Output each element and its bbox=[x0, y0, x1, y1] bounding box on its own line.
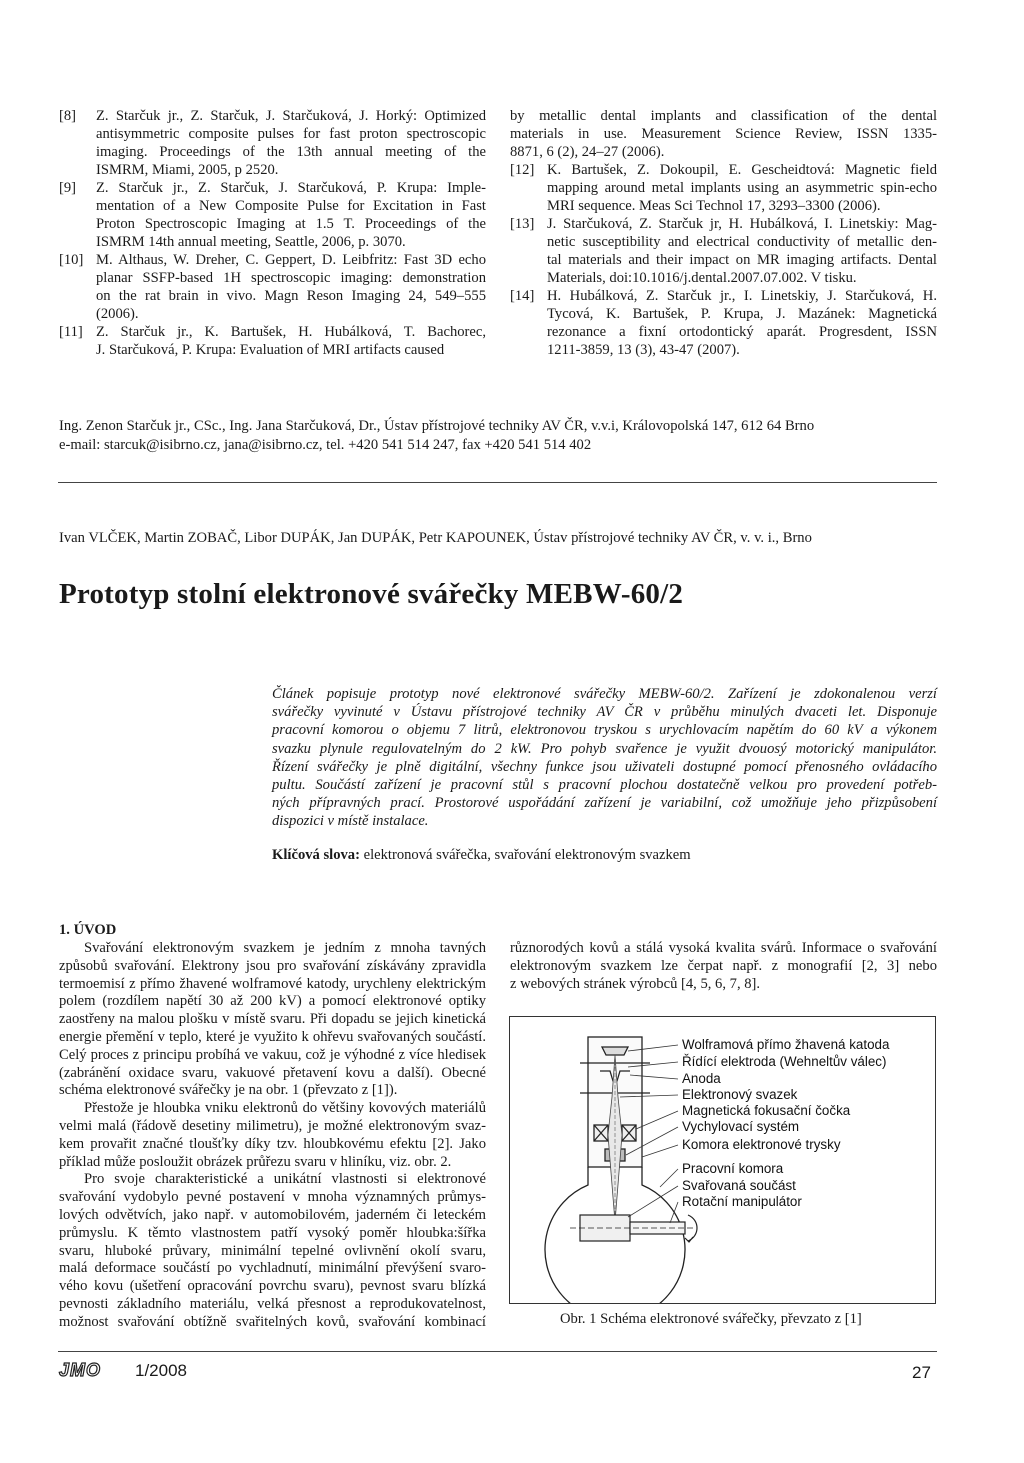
body-line: Pro svoje charakteristické a unikátní vlastnosti si elektronové bbox=[84, 1171, 486, 1188]
reference-line: tal materials and their impact on MR imaging artifacts. Dental bbox=[547, 252, 937, 268]
article-title: Prototyp stolní elektronové svářečky MEBW-60/2 bbox=[59, 578, 684, 610]
reference-number: [14] bbox=[510, 288, 535, 304]
figure-1 bbox=[509, 1016, 936, 1304]
reference-continuation-line: materials in use. Measurement Science Review, ISSN 1335- bbox=[510, 126, 937, 142]
reference-number: [12] bbox=[510, 162, 535, 178]
body-line: různorodých kovů a stálá vysoká kvalita svárů. Informace o svařování bbox=[510, 940, 937, 956]
reference-entry bbox=[59, 323, 486, 359]
reference-line: 1211-3859, 13 (3), 43-47 (2007). bbox=[547, 342, 740, 358]
body-line: termoemisí z přímo žhavené wolframové katody, urychleny elektrickým bbox=[59, 975, 486, 992]
reference-line: J. Starčuková, Z. Starčuk jr, H. Hubálková, I. Linetskiy: Mag- bbox=[547, 216, 937, 232]
reference-line: Proton Spectroscopic Imaging at 1.5 T. Proceedings of the bbox=[96, 216, 486, 232]
body-line: schéma elektronové svářečky je na obr. 1 (převzato z [1]). bbox=[59, 1082, 398, 1099]
figure-label: Wolframová přímo žhavená katoda bbox=[682, 1037, 890, 1052]
body-line: průmyslu. K těmto vlastnostem patří vysoký poměr hloubka:šířka bbox=[59, 1224, 486, 1241]
reference-line: rezonance a fixní ortodontický aparát. Progresdent, ISSN bbox=[547, 324, 937, 340]
reference-entry bbox=[510, 287, 937, 359]
figure-label: Svařovaná součást bbox=[682, 1178, 796, 1193]
affiliation-contact: e-mail: starcuk@isibrno.cz, jana@isibrno.cz, tel. +420 541 514 247, fax +420 541 514 402 bbox=[59, 437, 592, 453]
reference-text bbox=[96, 251, 486, 323]
reference-line: M. Althaus, W. Dreher, C. Geppert, D. Leibfritz: Fast 3D echo bbox=[96, 252, 486, 268]
reference-entry bbox=[59, 179, 486, 251]
body-line: Svařování elektronovým svazkem je jedním z mnoha tavných bbox=[84, 940, 486, 956]
body-line: lových odvětvích, jako např. v automobilovém, jaderném či leteckém bbox=[59, 1206, 486, 1223]
abstract-line: dispozici v místě instalace. bbox=[272, 813, 429, 830]
reference-number: [13] bbox=[510, 216, 535, 232]
reference-line: planar SSFP-based 1H spectroscopic imaging: demonstration bbox=[96, 270, 486, 286]
references-right bbox=[510, 107, 937, 359]
reference-text bbox=[96, 323, 486, 359]
body-line: svaru, hluboké průvary, minimální tepelné ovlivnění okolí svaru, bbox=[59, 1242, 486, 1259]
body-line: zaostřeny na malou plošku v místě svaru. Při dopadu se jejich kinetická bbox=[59, 1011, 486, 1028]
divider-line bbox=[58, 482, 937, 483]
reference-line: ISMRM, Miami, 2005, p 2520. bbox=[96, 162, 279, 178]
reference-text bbox=[547, 287, 937, 359]
reference-line: imaging. Proceedings of the 13th annual meeting of the bbox=[96, 144, 486, 160]
journal-logo: JMO bbox=[59, 1360, 102, 1380]
reference-line: MRI sequence. Meas Sci Technol 17, 3293–3300 (2006). bbox=[547, 198, 881, 214]
reference-line: Materials, doi:10.1016/j.dental.2007.07.002. V tisku. bbox=[547, 270, 857, 286]
abstract-line: svářečky vyvinuté v Ústavu přístrojové techniky AV ČR v průběhu minulých dvaceti let. Disponuje bbox=[272, 704, 937, 721]
body-line: Přestože je hloubka vniku elektronů do většiny kovových materiálů bbox=[84, 1100, 486, 1117]
reference-line: mapping around metal implants using an asymmetric spin-echo bbox=[547, 180, 937, 196]
footer-rule bbox=[58, 1351, 937, 1352]
reference-number: [11] bbox=[59, 324, 83, 340]
reference-line: netic susceptibility and electrical conductivity of metallic den- bbox=[547, 234, 937, 250]
reference-line: mentation of a New Composite Pulse for Excitation in Fast bbox=[96, 198, 486, 214]
abstract-line: Článek popisuje prototyp nové elektronové svářečky MEBW-60/2. Zařízení je zdokonalenou verzí bbox=[272, 686, 937, 702]
reference-continuation-line: by metallic dental implants and classification of the dental bbox=[510, 108, 937, 124]
reference-text bbox=[96, 179, 486, 251]
body-line: Celý proces z principu probíhá ve vakuu, což je výhodné z více hledisek bbox=[59, 1046, 486, 1063]
keywords-label: Klíčová slova: bbox=[272, 847, 360, 863]
body-line: malá deformace součástí po vychladnutí, minimální převýšení svaro- bbox=[59, 1260, 486, 1277]
body-line: z webových stránek výrobců [4, 5, 6, 7, 8]. bbox=[510, 975, 761, 992]
reference-text bbox=[547, 161, 937, 215]
reference-line: Z. Starčuk jr., K. Bartušek, H. Hubálková, T. Bachorec, bbox=[96, 324, 486, 340]
body-line: pevnosti základního materiálu, velká přesnost a reprodukovatelnost, bbox=[59, 1295, 486, 1312]
figure-label: Magnetická fokusační čočka bbox=[682, 1103, 851, 1118]
reference-line: K. Bartušek, Z. Dokoupil, E. Gescheidtová: Magnetic field bbox=[547, 162, 937, 178]
body-line: energie přemění v teplo, které je využito k ohřevu svařovaných součástí. bbox=[59, 1028, 486, 1045]
references-left bbox=[59, 107, 486, 359]
reference-line: Z. Starčuk jr., Z. Starčuk, J. Starčuková, P. Krupa: Imple- bbox=[96, 180, 486, 196]
body-line: příklad může posloužit obrázek průřezu svaru v hliníku, viz. obr. 2. bbox=[59, 1153, 452, 1170]
abstract-line: Řízení svářečky je plně digitální, všechny funkce jsou uživateli dostupné pomocí přenosného ovládacího bbox=[272, 758, 937, 775]
reference-line: antisymmetric composite pulses for fast proton spectroscopic bbox=[96, 126, 486, 142]
reference-entry bbox=[510, 215, 937, 287]
article-authors: Ivan VLČEK, Martin ZOBAČ, Libor DUPÁK, Jan DUPÁK, Petr KAPOUNEK, Ústav přístrojové techniky AV ČR, v. v. i., Brno bbox=[59, 530, 812, 546]
abstract bbox=[272, 685, 937, 831]
body-column-1 bbox=[59, 940, 486, 1332]
reference-line: H. Hubálková, Z. Starčuk jr., I. Linetskiy, J. Starčuková, H. bbox=[547, 288, 937, 304]
keywords bbox=[272, 847, 937, 864]
reference-text bbox=[96, 107, 486, 179]
body-line: způsobů svařování. Elektrony jsou pro svařování získávány zpravidla bbox=[59, 957, 486, 974]
figure-label: Řídící elektroda (Wehneltův válec) bbox=[682, 1054, 887, 1069]
body-line: velmi malá (řádově desetiny milimetru), je možné elektronovým svaz- bbox=[59, 1117, 486, 1134]
reference-entry bbox=[59, 107, 486, 179]
keywords-text: elektronová svářečka, svařování elektronovým svazkem bbox=[359, 847, 691, 863]
body-line: (zabránění oxidace svaru, vakuové přetavení kovu a další). Obecné bbox=[59, 1064, 486, 1081]
body-line: svařování vydobylo pevné postavení v mnoha významných průmys- bbox=[59, 1189, 486, 1206]
reference-entry bbox=[510, 161, 937, 215]
reference-text bbox=[547, 215, 937, 287]
section-heading: 1. ÚVOD bbox=[59, 922, 117, 938]
abstract-line: ných přípravných prací. Prostorové uspořádání zařízení je variabilní, což umožňuje jeho přizpůsobení bbox=[272, 795, 937, 812]
body-column-2 bbox=[510, 940, 937, 993]
abstract-line: pultu. Součástí zařízení je pracovní stůl s pracovní plochou dostatečně velkou pro provedení potřeb- bbox=[272, 777, 937, 794]
abstract-line: svazku plynule regulovatelným do 2 kW. Pro pohyb svařence je využit dvouosý motorický manipulátor. bbox=[272, 740, 937, 757]
body-line: kem provařit značné tloušťky díky tzv. hloubkovému efektu [2]. Jako bbox=[59, 1135, 486, 1152]
reference-line: Tycová, K. Bartušek, P. Krupa, J. Mazánek: Magnetická bbox=[547, 306, 937, 322]
figure-label: Komora elektronové trysky bbox=[682, 1137, 841, 1152]
reference-line: J. Starčuková, P. Krupa: Evaluation of MRI artifacts caused bbox=[96, 342, 445, 358]
reference-continuation-line: 8871, 6 (2), 24–27 (2006). bbox=[510, 144, 665, 160]
reference-line: Z. Starčuk jr., Z. Starčuk, J. Starčuková, J. Horký: Optimized bbox=[96, 108, 486, 124]
figure-label: Vychylovací systém bbox=[682, 1119, 800, 1134]
issue-number: 1/2008 bbox=[135, 1361, 187, 1380]
affiliation bbox=[59, 417, 939, 455]
page-number: 27 bbox=[912, 1363, 931, 1382]
reference-number: [9] bbox=[59, 180, 77, 196]
reference-number: [8] bbox=[59, 108, 77, 124]
figure-label: Pracovní komora bbox=[682, 1161, 784, 1176]
reference-number: [10] bbox=[59, 252, 84, 268]
body-line: vého kovu (ušetření opracování povrchu svaru), pevnost svaru blízká bbox=[59, 1278, 486, 1295]
electron-welder-schematic bbox=[510, 1017, 935, 1303]
reference-entry bbox=[59, 251, 486, 323]
abstract-line: pracovní komorou o objemu 7 litrů, elektronovou tryskou s urychlovacím napětím do 60 kV a výkonem bbox=[272, 722, 937, 739]
figure-caption: Obr. 1 Schéma elektronové svářečky, převzato z [1] bbox=[560, 1311, 862, 1327]
figure-label: Elektronový svazek bbox=[682, 1087, 798, 1102]
figure-label: Anoda bbox=[682, 1071, 721, 1086]
affiliation-line-1: Ing. Zenon Starčuk jr., CSc., Ing. Jana Starčuková, Dr., Ústav přístrojové techniky AV ČR, v.v.i, Královopolská 147, 612 64 Brno bbox=[59, 418, 815, 434]
reference-line: ISMRM 14th annual meeting, Seattle, 2006, p. 3070. bbox=[96, 234, 406, 250]
reference-line: (2006). bbox=[96, 306, 139, 322]
body-line: elektronovým svazkem lze čerpat např. z monografií [2, 3] nebo bbox=[510, 957, 937, 974]
body-line: polem (rozdílem napětí 30 až 200 kV) a pomocí elektronové optiky bbox=[59, 993, 486, 1010]
reference-line: on the rat brain in vivo. Magn Reson Imaging 24, 549–555 bbox=[96, 288, 486, 304]
figure-label: Rotační manipulátor bbox=[682, 1194, 802, 1209]
body-line: možnost svařování obtížně svařitelných kovů, svařování kombinací bbox=[59, 1313, 486, 1330]
